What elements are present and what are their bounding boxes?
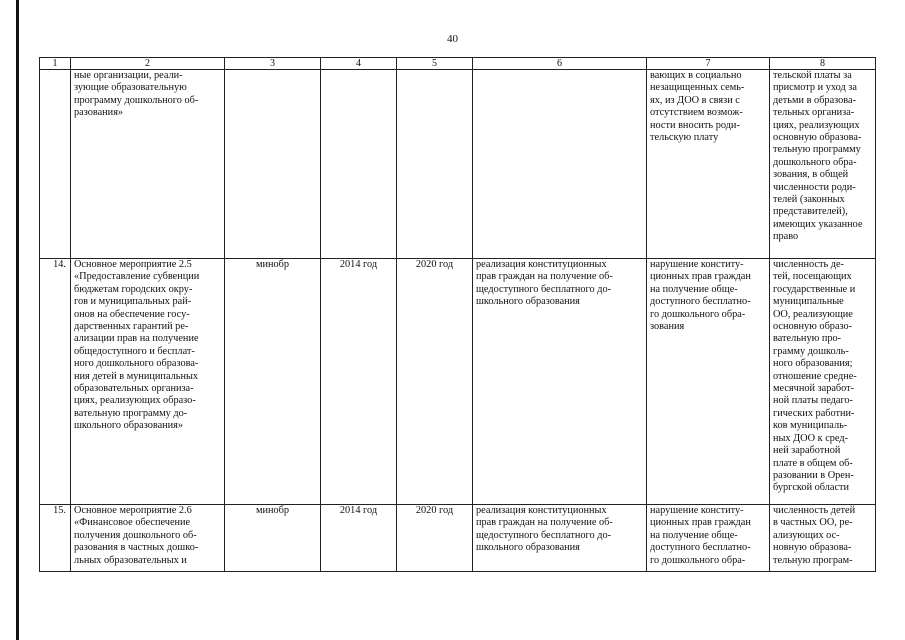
expected-result-cell: реализация конституционных прав граждан на получение об- щедоступного бесплатного до- школьного образования: [473, 259, 647, 505]
end-year-cell: 2020 год: [397, 505, 473, 572]
column-number-header: [40, 58, 876, 70]
consequence-cell: нарушение конститу- ционных прав граждан на получение обще- доступного бесплатно- го дошкольного обра-: [647, 505, 770, 572]
col-header-3: 3: [225, 58, 321, 70]
end-year-cell: [397, 70, 473, 259]
col-header-5: 5: [397, 58, 473, 70]
col-header-8: 8: [770, 58, 876, 70]
row-number: 15.: [40, 505, 71, 572]
end-year-cell: 2020 год: [397, 259, 473, 505]
col-header-6: 6: [473, 58, 647, 70]
col-header-1: 1: [40, 58, 71, 70]
col-header-4: 4: [321, 58, 397, 70]
consequence-cell: нарушение конститу- ционных прав граждан на получение обще- доступного бесплатно- го дошкольного обра- зования: [647, 259, 770, 505]
col-header-2: 2: [71, 58, 225, 70]
row-number: 14.: [40, 259, 71, 505]
expected-result-cell: реализация конституционных прав граждан на получение об- щедоступного бесплатного до- школьного образования: [473, 505, 647, 572]
start-year-cell: 2014 год: [321, 505, 397, 572]
page-number: 40: [447, 33, 458, 45]
start-year-cell: [321, 70, 397, 259]
executor-cell: минобр: [225, 259, 321, 505]
event-name-cell: Основное мероприятие 2.6 «Финансовое обеспечение получения дошкольного об- разования в частных дошко- льных образовательных и: [71, 505, 225, 572]
table-row: [40, 70, 876, 259]
table-row: [40, 259, 876, 505]
table-row: [40, 505, 876, 572]
start-year-cell: 2014 год: [321, 259, 397, 505]
event-name-cell: Основное мероприятие 2.5 «Предоставление субвенции бюджетам городских окру- гов и муниципальных рай- онов на обеспечение госу- дарственных гарантий ре- ализации прав на получение общедоступного и бесплат- ного дошкольного образова- ния детей в муниципальных образовательных организа- циях, реализующих образо- вательную программу до- школьного образования»: [71, 259, 225, 505]
row-number: [40, 70, 71, 259]
page-binder-edge: [16, 0, 19, 640]
measures-table: [39, 57, 876, 572]
indicator-cell: тельской платы за присмотр и уход за детьми в образова- тельных организа- циях, реализующих основную образова- тельную программу дошкольного обра- зования, в общей численности роди- телей (законных представителей), имеющих указанное право: [770, 70, 876, 259]
expected-result-cell: [473, 70, 647, 259]
executor-cell: [225, 70, 321, 259]
executor-cell: минобр: [225, 505, 321, 572]
indicator-cell: численность де- тей, посещающих государственные и муниципальные ОО, реализующие основную образо- вательную про- грамму дошколь- ного образования; отношение средне- месячной заработ- ной платы педаго- гических работни- ков муниципаль- ных ДОО к сред- ней заработной плате в общем об- разовании в Орен- бургской области: [770, 259, 876, 505]
indicator-cell: численность детей в частных ОО, ре- ализующих ос- новную образова- тельную програм-: [770, 505, 876, 572]
event-name-cell: ные организации, реали- зующие образовательную программу дошкольного об- разования»: [71, 70, 225, 259]
col-header-7: 7: [647, 58, 770, 70]
consequence-cell: вающих в социально незащищенных семь- ях, из ДОО в связи с отсутствием возмож- ности вносить роди- тельскую плату: [647, 70, 770, 259]
